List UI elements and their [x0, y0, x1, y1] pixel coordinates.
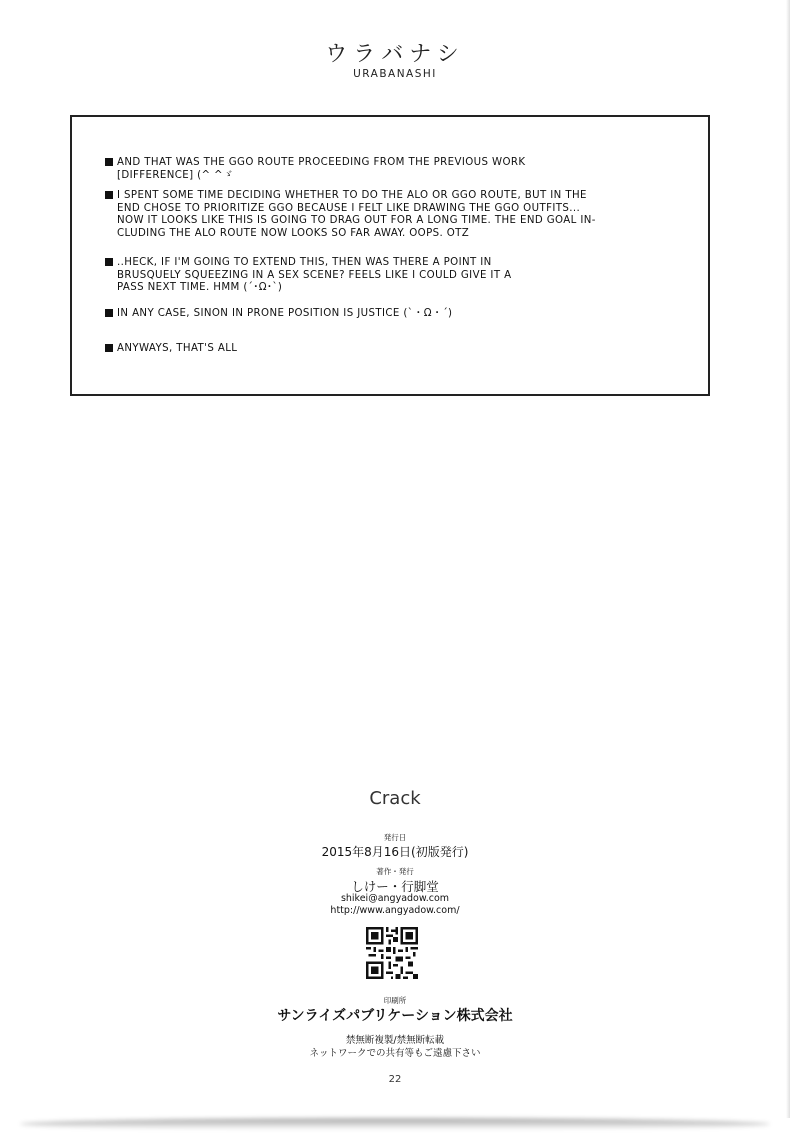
header-title-en: URABANASHI — [353, 68, 437, 80]
note-text: ..HECK, IF I'M GOING TO EXTEND THIS, THEN WAS THERE A POINT IN BRUSQUELY SQUEEZING IN A SEX SCENE? FEELS LIKE I COULD GIVE IT A PASS NEXT TIME. HMM (´･Ω･`) — [117, 257, 512, 294]
issue-label: 発行日 — [383, 833, 407, 842]
afterword-box — [70, 115, 710, 396]
bullet-icon — [105, 309, 113, 317]
author-label: 著作・発行 — [376, 867, 414, 876]
qr-code-icon — [366, 927, 418, 979]
book-title: Crack — [369, 788, 421, 809]
copy-notice: 禁無断複製/禁無断転載 — [345, 1035, 445, 1046]
website-url: http://www.angyadow.com/ — [330, 905, 460, 916]
bullet-icon — [105, 344, 113, 352]
circle-name: しけー・行脚堂 — [351, 879, 439, 894]
note-text: IN ANY CASE, SINON IN PRONE POSITION IS JUSTICE (`・Ω・´) — [117, 308, 453, 319]
page-header — [0, 42, 790, 80]
page-number: 22 — [388, 1074, 402, 1085]
note-item — [117, 157, 617, 182]
issue-date: 2015年8月16日(初版発行) — [321, 845, 469, 859]
note-text: ANYWAYS, THAT'S ALL — [117, 343, 238, 354]
note-item — [117, 343, 617, 356]
note-item — [117, 308, 617, 321]
printer-name: サンライズパブリケーション株式会社 — [277, 1008, 513, 1024]
printer-label: 印刷所 — [383, 996, 407, 1005]
bullet-icon — [105, 258, 113, 266]
note-item — [117, 257, 617, 295]
bullet-icon — [105, 191, 113, 199]
page-edge-shadow — [786, 0, 790, 1118]
note-text: AND THAT WAS THE GGO ROUTE PROCEEDING FROM THE PREVIOUS WORK [DIFFERENCE] (^ ^ゞ — [117, 157, 526, 181]
bullet-icon — [105, 158, 113, 166]
share-notice: ネットワークでの共有等もご遠慮下さい — [309, 1048, 481, 1059]
note-text: I SPENT SOME TIME DECIDING WHETHER TO DO THE ALO OR GGO ROUTE, BUT IN THE END CHOSE TO PRIORITIZE GGO BECAUSE I FELT LIKE DRAWING THE GGO OUTFITS... NOW IT LOOKS LIKE THIS IS GOING TO DRAG OUT FOR A LONG TIME. THE END GOAL IN- CLUDING THE ALO ROUTE NOW LOOKS SO FAR AWAY. OOPS. OTZ — [117, 190, 596, 239]
contact-email: shikei@angyadow.com — [340, 893, 450, 904]
note-item — [117, 190, 677, 240]
header-title-jp: ウラバナシ — [325, 42, 465, 67]
page-bottom-shadow — [20, 1118, 770, 1130]
